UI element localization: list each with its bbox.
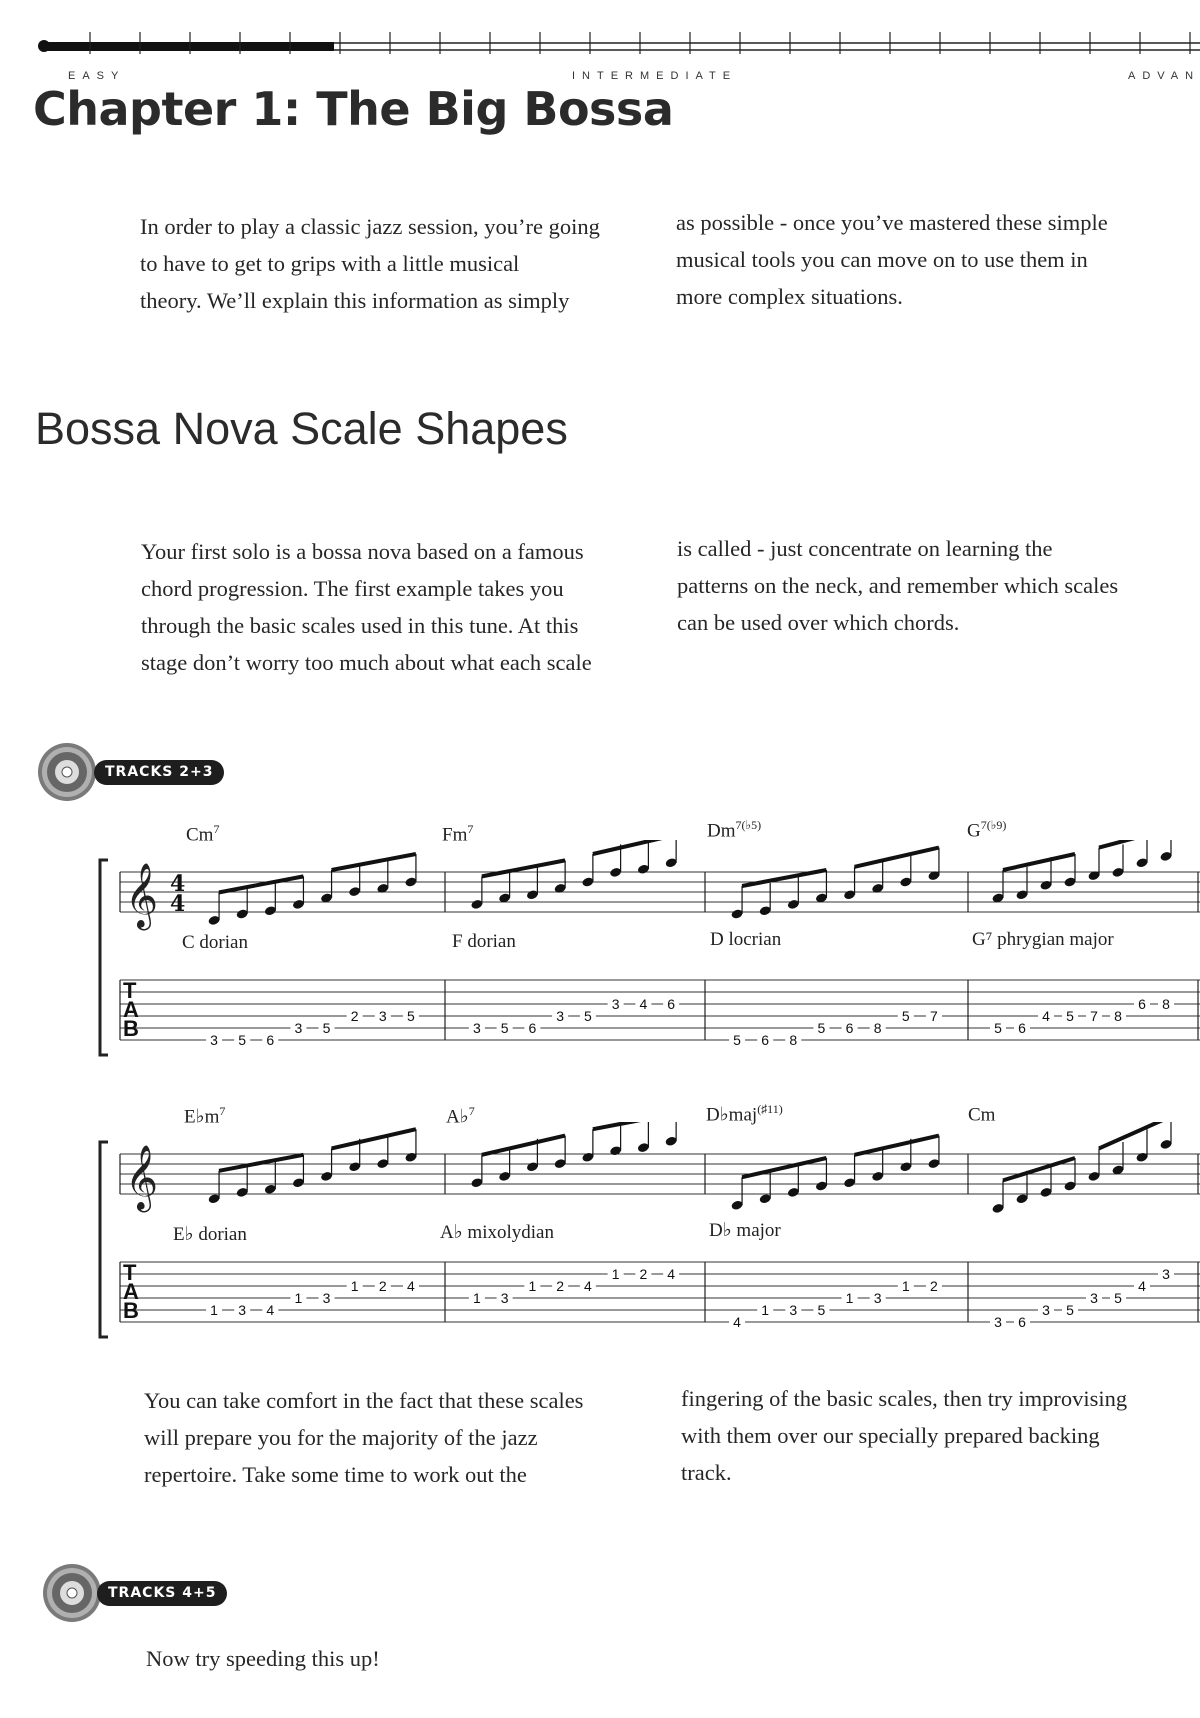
svg-text:7: 7 — [930, 1008, 938, 1024]
svg-text:3: 3 — [789, 1302, 798, 1318]
svg-text:3: 3 — [322, 1290, 331, 1306]
chapter-title: Chapter 1: The Big Bossa — [33, 82, 674, 136]
svg-text:1: 1 — [901, 1278, 910, 1294]
svg-text:3: 3 — [994, 1314, 1002, 1330]
svg-text:4: 4 — [639, 996, 648, 1012]
svg-text:5: 5 — [817, 1020, 826, 1036]
svg-text:4: 4 — [170, 871, 186, 897]
cd-icon — [42, 1563, 102, 1623]
svg-text:5: 5 — [817, 1302, 826, 1318]
svg-text:5: 5 — [1066, 1302, 1074, 1318]
outro-col2: fingering of the basic scales, then try improvising with them over our specially prepared backing track. — [681, 1386, 1128, 1485]
svg-text:4: 4 — [407, 1278, 415, 1294]
svg-text:6: 6 — [761, 1032, 770, 1048]
svg-text:4: 4 — [1042, 1008, 1050, 1024]
svg-text:5: 5 — [322, 1020, 331, 1036]
chord-symbol: $E♭m^7$ — [184, 1104, 226, 1128]
svg-text:A: A — [123, 1279, 139, 1304]
svg-text:7: 7 — [1090, 1008, 1098, 1024]
svg-text:2: 2 — [556, 1278, 565, 1294]
svg-text:6: 6 — [1018, 1020, 1026, 1036]
svg-text:B: B — [123, 1016, 139, 1041]
svg-text:1: 1 — [350, 1278, 359, 1294]
intro-col2: as possible - once you’ve mastered these simple musical tools you can move on to use them in more complex situations. — [676, 210, 1108, 309]
svg-text:3: 3 — [556, 1008, 565, 1024]
svg-text:8: 8 — [789, 1032, 798, 1048]
difficulty-easy: EASY — [68, 70, 126, 82]
cd-icon — [37, 742, 97, 802]
intro-col1: In order to play a classic jazz session, you’re going to have to get to grips with a little musical theory. We’ll explain this information as simply — [140, 214, 600, 313]
svg-text:𝄞: 𝄞 — [125, 863, 159, 928]
svg-text:3: 3 — [873, 1290, 882, 1306]
svg-text:5: 5 — [901, 1008, 910, 1024]
scale-label: F dorian — [452, 931, 516, 952]
chord-symbol: Cm$^7$ — [186, 822, 220, 846]
svg-text:5: 5 — [1066, 1008, 1074, 1024]
svg-text:3: 3 — [238, 1302, 247, 1318]
scale-label: D locrian — [710, 929, 782, 950]
svg-text:4: 4 — [266, 1302, 275, 1318]
section-col2: is called - just concentrate on learning the patterns on the neck, and remember which scales can be used over which chords. — [677, 536, 1119, 635]
svg-text:2: 2 — [930, 1278, 938, 1294]
svg-text:4: 4 — [733, 1314, 741, 1330]
svg-text:𝄞: 𝄞 — [125, 1145, 159, 1210]
svg-text:1: 1 — [472, 1290, 481, 1306]
svg-text:5: 5 — [238, 1032, 247, 1048]
svg-text:4: 4 — [170, 891, 186, 917]
svg-text:3: 3 — [472, 1020, 481, 1036]
svg-text:T: T — [123, 1260, 137, 1285]
scale-label: G⁷ phrygian major — [972, 929, 1114, 950]
svg-text:2: 2 — [378, 1278, 387, 1294]
svg-text:6: 6 — [667, 996, 676, 1012]
svg-text:5: 5 — [733, 1032, 741, 1048]
difficulty-bar — [0, 30, 1200, 65]
scale-label: E♭ dorian — [173, 1224, 247, 1245]
svg-text:2: 2 — [350, 1008, 359, 1024]
chord-symbol: $G^{7(♭9)}$ — [967, 818, 1007, 842]
svg-text:3: 3 — [500, 1290, 509, 1306]
svg-text:8: 8 — [873, 1020, 882, 1036]
svg-text:1: 1 — [761, 1302, 770, 1318]
scale-label: A♭ mixolydian — [440, 1222, 554, 1243]
svg-text:1: 1 — [845, 1290, 854, 1306]
section-col1: Your first solo is a bossa nova based on a famous chord progression. The first example takes you through the basic scales used in this tune. At this stage don’t worry too much about what each scale — [141, 539, 592, 675]
svg-text:4: 4 — [667, 1266, 676, 1282]
chord-symbol: D♭maj$^{(♯11)}$ — [706, 1102, 783, 1126]
svg-text:5: 5 — [583, 1008, 592, 1024]
svg-text:A: A — [123, 997, 139, 1022]
svg-text:1: 1 — [528, 1278, 537, 1294]
difficulty-intermediate: INTERMEDIATE — [572, 70, 738, 82]
scale-label: C dorian — [182, 932, 248, 953]
svg-text:3: 3 — [378, 1008, 387, 1024]
svg-text:3: 3 — [210, 1032, 218, 1048]
svg-text:6: 6 — [266, 1032, 275, 1048]
svg-text:6: 6 — [845, 1020, 854, 1036]
svg-text:5: 5 — [500, 1020, 509, 1036]
svg-text:8: 8 — [1114, 1008, 1122, 1024]
svg-text:1: 1 — [294, 1290, 303, 1306]
notation-system-1 — [0, 840, 1200, 1070]
svg-text:T: T — [123, 978, 137, 1003]
svg-text:3: 3 — [1162, 1266, 1170, 1282]
svg-text:3: 3 — [611, 996, 620, 1012]
svg-text:4: 4 — [1138, 1278, 1146, 1294]
svg-text:3: 3 — [1042, 1302, 1050, 1318]
final-line: Now try speeding this up! — [146, 1646, 380, 1671]
chord-symbol: Fm$^7$ — [442, 822, 474, 846]
svg-text:3: 3 — [294, 1020, 303, 1036]
svg-text:5: 5 — [1114, 1290, 1122, 1306]
chord-symbol: A♭$^7$ — [446, 1104, 475, 1128]
svg-text:1: 1 — [210, 1302, 218, 1318]
tracks-badge: TRACKS 2+3 — [94, 760, 224, 785]
svg-text:B: B — [123, 1298, 139, 1323]
chord-symbol: Cm — [968, 1104, 996, 1126]
svg-text:5: 5 — [407, 1008, 415, 1024]
outro-col1: You can take comfort in the fact that these scales will prepare you for the majority of the jazz repertoire. Take some time to work out the — [144, 1388, 584, 1487]
svg-text:1: 1 — [611, 1266, 620, 1282]
chord-symbol: $Dm^{7(♭5)}$ — [707, 818, 762, 842]
svg-text:6: 6 — [528, 1020, 537, 1036]
svg-text:8: 8 — [1162, 996, 1170, 1012]
svg-text:3: 3 — [1090, 1290, 1098, 1306]
scale-label: D♭ major — [709, 1220, 781, 1241]
svg-text:4: 4 — [583, 1278, 592, 1294]
svg-text:6: 6 — [1018, 1314, 1026, 1330]
difficulty-advanced: ADVAN — [1128, 70, 1200, 82]
section-title: Bossa Nova Scale Shapes — [35, 403, 568, 454]
svg-text:6: 6 — [1138, 996, 1146, 1012]
tracks-badge: TRACKS 4+5 — [97, 1581, 227, 1606]
svg-text:2: 2 — [639, 1266, 648, 1282]
svg-text:5: 5 — [994, 1020, 1002, 1036]
